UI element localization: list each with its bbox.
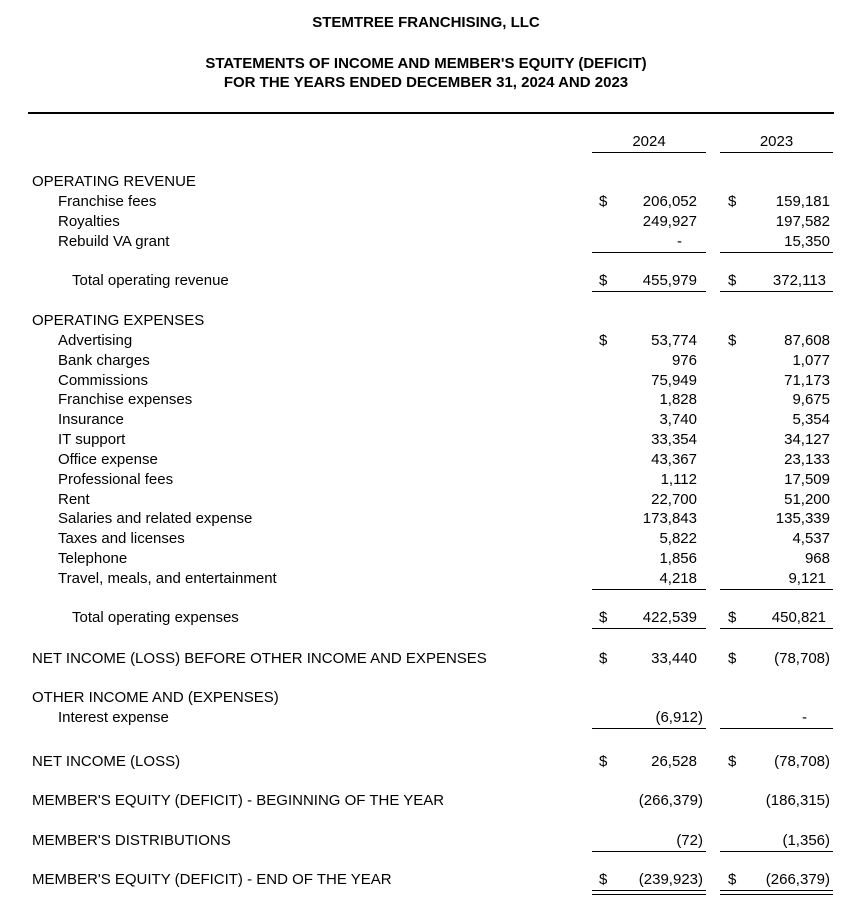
value-2023: 87,608 (784, 332, 830, 349)
value-2024: 33,440 (651, 650, 697, 667)
subtotal-underline (720, 851, 833, 852)
value-2024: (266,379) (638, 792, 703, 809)
total-underline (720, 628, 833, 629)
currency-symbol: $ (599, 609, 608, 626)
subtotal-underline (592, 728, 706, 729)
value-2024: 26,528 (651, 753, 697, 770)
value-2023: 17,509 (784, 471, 830, 488)
row-label: Franchise fees (58, 193, 157, 210)
value-2024: 1,856 (659, 550, 697, 567)
row-label: Franchise expenses (58, 391, 193, 408)
value-2023: 968 (804, 550, 830, 567)
row-label: Telephone (58, 550, 128, 567)
value-2023: 9,675 (792, 391, 830, 408)
value-2023: (78,708) (774, 753, 830, 770)
row-label: Rebuild VA grant (58, 233, 170, 250)
row-label: Professional fees (58, 471, 174, 488)
value-2023: 23,133 (784, 451, 830, 468)
value-2024: 1,112 (660, 471, 697, 488)
value-2024: 455,979 (642, 272, 697, 289)
row-label: Interest expense (58, 709, 169, 726)
currency-symbol: $ (599, 753, 608, 770)
column-header-2023: 2023 (759, 133, 794, 150)
value-2024: 75,949 (651, 372, 697, 389)
statement-title: STATEMENTS OF INCOME AND MEMBER'S EQUITY (DEFICIT) (205, 55, 647, 72)
value-2024: (239,923) (638, 871, 703, 888)
value-2024: 22,700 (651, 491, 697, 508)
value-2024: 422,539 (642, 609, 697, 626)
row-label: Taxes and licenses (58, 530, 185, 547)
row-label: Bank charges (58, 352, 150, 369)
value-2023: (78,708) (774, 650, 830, 667)
value-2023: 197,582 (775, 213, 830, 230)
row-label: Total operating revenue (72, 272, 229, 289)
subtotal-underline (592, 851, 706, 852)
value-2024: (72) (676, 832, 703, 849)
row-label: MEMBER'S EQUITY (DEFICIT) - BEGINNING OF THE YEAR (32, 792, 445, 809)
currency-symbol: $ (599, 272, 608, 289)
column-header-2024: 2024 (632, 133, 666, 150)
currency-symbol: $ (599, 871, 608, 888)
row-label: MEMBER'S DISTRIBUTIONS (32, 832, 231, 849)
value-2024: 53,774 (651, 332, 697, 349)
column-header-underline-2024 (592, 152, 706, 153)
value-2024: 206,052 (642, 193, 697, 210)
value-2024: 173,843 (642, 510, 697, 527)
currency-symbol: $ (728, 609, 737, 626)
total-underline (592, 628, 706, 629)
value-2023: 372,113 (772, 272, 826, 289)
value-2023: 450,821 (771, 609, 826, 626)
company-name: STEMTREE FRANCHISING, LLC (312, 14, 540, 31)
value-2024: 5,822 (659, 530, 697, 547)
subtotal-underline (592, 252, 706, 253)
currency-symbol: $ (728, 332, 737, 349)
value-2024: 4,218 (659, 570, 697, 587)
subtotal-underline (592, 589, 706, 590)
row-label: NET INCOME (LOSS) BEFORE OTHER INCOME AND EXPENSES (32, 650, 487, 667)
row-label: Salaries and related expense (58, 510, 253, 527)
row-label: MEMBER'S EQUITY (DEFICIT) - END OF THE YEAR (32, 871, 392, 888)
section-heading-other-income: OTHER INCOME AND (EXPENSES) (32, 689, 279, 706)
section-heading-operating-expenses: OPERATING EXPENSES (32, 312, 205, 329)
row-label: Royalties (58, 213, 120, 230)
value-2023: 159,181 (775, 193, 830, 210)
value-2023: (186,315) (765, 792, 830, 809)
row-label: IT support (58, 431, 126, 448)
currency-symbol: $ (599, 332, 608, 349)
value-2023: 34,127 (784, 431, 830, 448)
row-label: NET INCOME (LOSS) (32, 753, 181, 770)
double-underline (720, 890, 833, 895)
total-underline (720, 291, 833, 292)
value-2024: 3,740 (659, 411, 697, 428)
header-rule (28, 112, 834, 114)
currency-symbol: $ (728, 650, 737, 667)
value-2024: 1,828 (659, 391, 697, 408)
value-2024: 33,354 (651, 431, 697, 448)
currency-symbol: $ (728, 753, 737, 770)
subtotal-underline (720, 252, 833, 253)
row-label: Office expense (58, 451, 158, 468)
section-heading-operating-revenue: OPERATING REVENUE (32, 173, 196, 190)
statement-subtitle: FOR THE YEARS ENDED DECEMBER 31, 2024 AND 2023 (223, 74, 629, 91)
row-label: Rent (58, 491, 90, 508)
total-underline (592, 291, 706, 292)
value-2024: 976 (671, 352, 697, 369)
row-label: Total operating expenses (72, 609, 239, 626)
row-label: Insurance (58, 411, 124, 428)
currency-symbol: $ (599, 650, 608, 667)
subtotal-underline (720, 589, 833, 590)
value-2024: 43,367 (651, 451, 697, 468)
value-2023: 71,173 (784, 372, 830, 389)
currency-symbol: $ (599, 193, 608, 210)
value-2023: 5,354 (792, 411, 830, 428)
value-2023: 4,537 (792, 530, 830, 547)
value-2023: - (802, 709, 807, 726)
value-2024: (6,912) (655, 709, 703, 726)
row-label: Travel, meals, and entertainment (58, 570, 277, 587)
value-2024: 249,927 (642, 213, 697, 230)
column-header-underline-2023 (720, 152, 833, 153)
value-2023: 9,121 (788, 570, 826, 587)
row-label: Commissions (58, 372, 149, 389)
value-2023: (266,379) (765, 871, 830, 888)
value-2023: (1,356) (782, 832, 830, 849)
double-underline (592, 890, 706, 895)
currency-symbol: $ (728, 193, 737, 210)
subtotal-underline (720, 728, 833, 729)
value-2023: 51,200 (784, 491, 830, 508)
value-2023: 15,350 (784, 233, 830, 250)
currency-symbol: $ (728, 272, 737, 289)
value-2024: - (677, 233, 682, 250)
value-2023: 1,077 (792, 352, 830, 369)
row-label: Advertising (58, 332, 133, 349)
currency-symbol: $ (728, 871, 737, 888)
value-2023: 135,339 (775, 510, 830, 527)
